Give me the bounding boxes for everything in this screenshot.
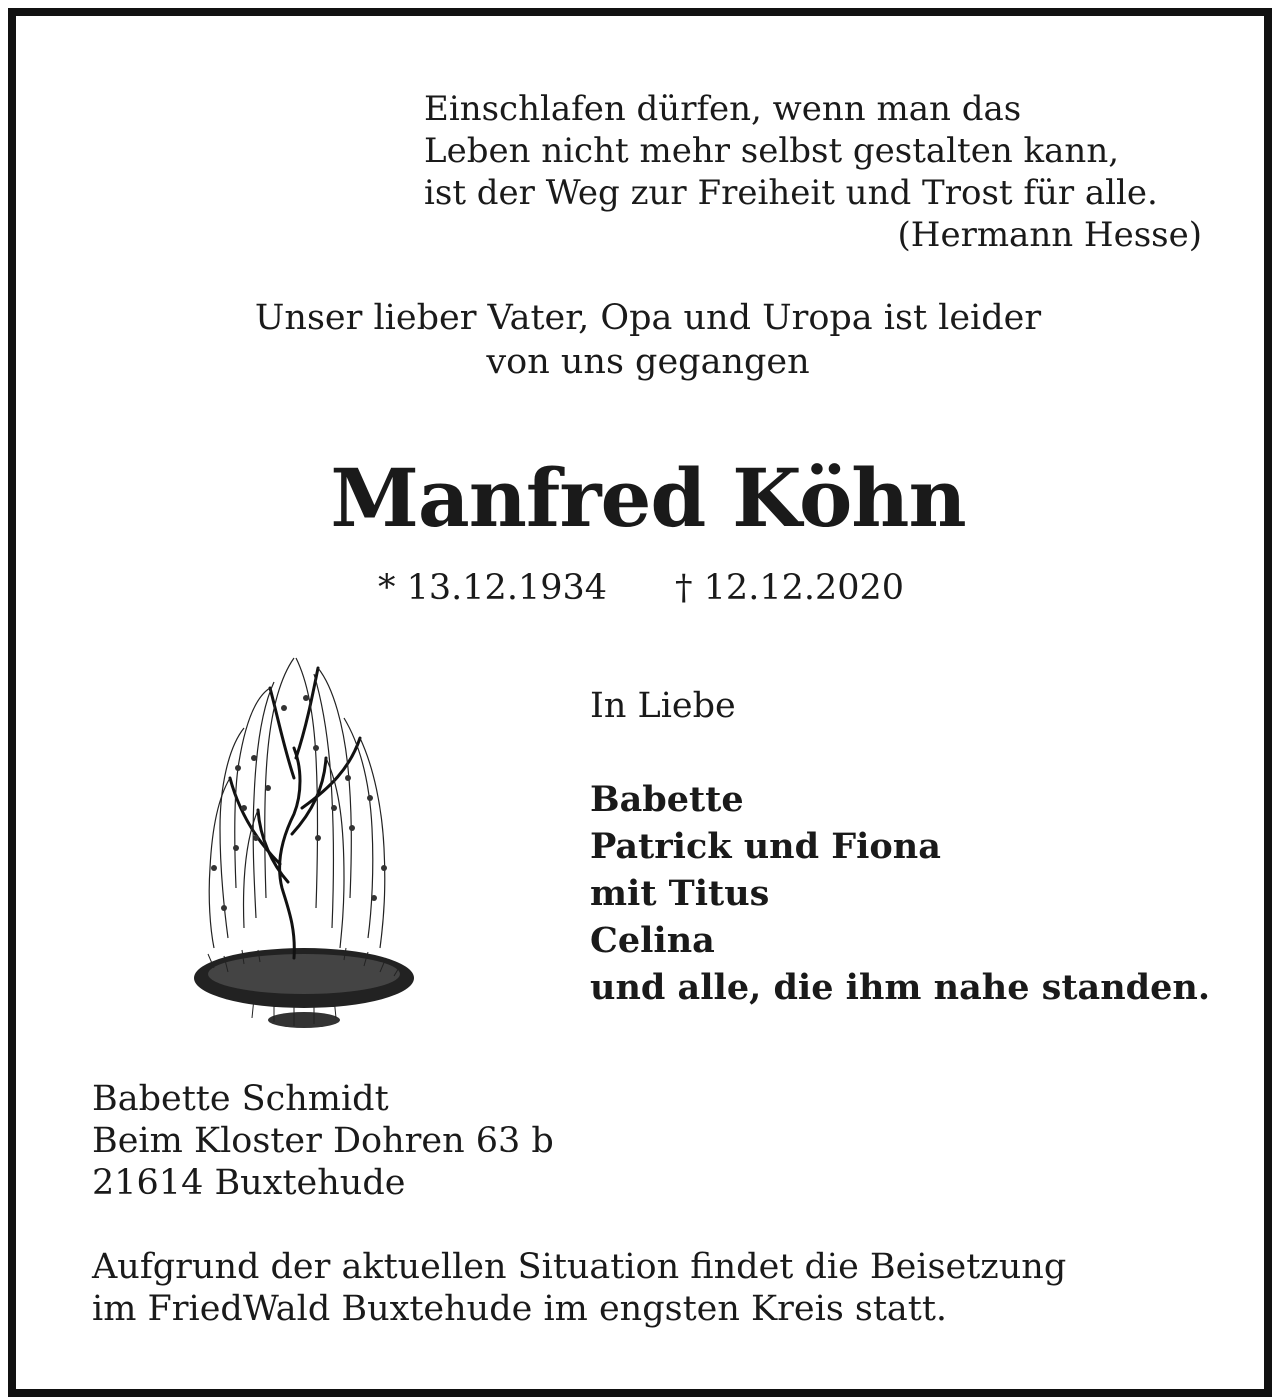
in-liebe-heading: In Liebe	[590, 686, 736, 726]
address-street: Beim Kloster Dohren 63 b	[92, 1121, 554, 1161]
address-city: 21614 Buxtehude	[92, 1163, 406, 1203]
mourners-list	[590, 776, 1210, 1011]
death-date: † 12.12.2020	[675, 568, 905, 608]
mourner-name: Celina	[590, 920, 715, 961]
obituary-notice	[8, 8, 1272, 1397]
intro-line: von uns gegangen	[486, 342, 810, 382]
hesse-quote	[424, 88, 1158, 214]
note-line: Aufgrund der aktuellen Situation findet die Beisetzung	[92, 1247, 1067, 1287]
quote-line: Einschlafen dürfen, wenn man das	[424, 89, 1022, 129]
deceased-name: Manfred Köhn	[330, 451, 966, 545]
weeping-willow-icon	[184, 638, 420, 1046]
mourner-name: und alle, die ihm nahe standen.	[590, 967, 1211, 1008]
address-name: Babette Schmidt	[92, 1079, 389, 1119]
life-dates	[378, 566, 904, 610]
birth-date: * 13.12.1934	[378, 568, 608, 608]
contact-address	[92, 1078, 554, 1204]
mourner-name: Patrick und Fiona	[590, 826, 941, 867]
intro-text	[16, 296, 1280, 384]
intro-line: Unser lieber Vater, Opa und Uropa ist leider	[254, 298, 1042, 338]
mourner-name: Babette	[590, 779, 744, 820]
quote-line: ist der Weg zur Freiheit und Trost für alle.	[424, 173, 1158, 213]
mourner-name: mit Titus	[590, 873, 770, 914]
quote-author: (Hermann Hesse)	[897, 215, 1202, 255]
note-line: im FriedWald Buxtehude im engsten Kreis statt.	[92, 1289, 948, 1329]
quote-line: Leben nicht mehr selbst gestalten kann,	[424, 131, 1120, 171]
burial-note	[92, 1246, 1066, 1330]
